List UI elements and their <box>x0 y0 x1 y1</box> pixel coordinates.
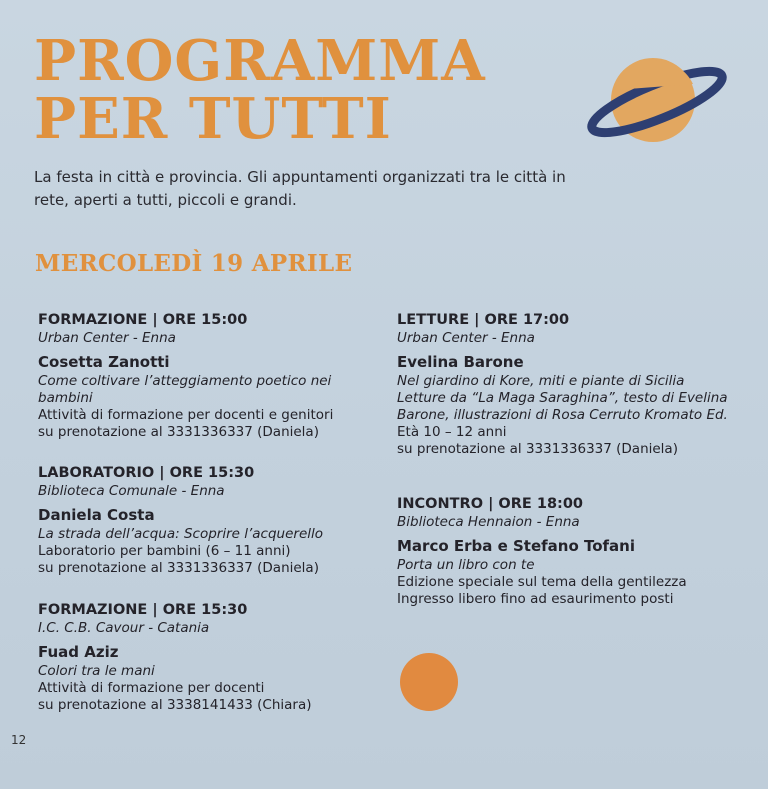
event-person: Marco Erba e Stefano Tofani <box>397 537 636 555</box>
planet-saturn-icon <box>585 50 735 160</box>
event-place: Biblioteca Hennaion - Enna <box>397 514 580 530</box>
event-person: Fuad Aziz <box>38 643 119 661</box>
event-person: Evelina Barone <box>397 353 524 371</box>
event-entry-line: Ingresso libero fino ad esaurimento posti <box>397 591 674 607</box>
event-topic: La strada dell’acqua: Scoprire l’acquerello <box>38 526 324 542</box>
event-person: Daniela Costa <box>38 506 155 524</box>
event-category: INCONTRO | ORE 18:00 <box>397 496 584 512</box>
event-booking-line: su prenotazione al 3338141433 (Chiara) <box>38 697 312 713</box>
title-line-2: PER TUTTI <box>34 86 392 152</box>
event-info-line: Edizione speciale sul tema della gentilezza <box>397 574 687 590</box>
event-topic: Nel giardino di Kore, miti e piante di Sicilia Letture da “La Maga Saraghina”, testo di Evelina Barone, illustrazioni di Rosa Cerruto Kromato Ed. <box>397 373 728 423</box>
event-info-line: Laboratorio per bambini (6 – 11 anni) <box>38 543 291 559</box>
event-category: LETTURE | ORE 17:00 <box>397 312 570 328</box>
event-incontro-erba-tofani <box>397 495 742 608</box>
event-topic: Come coltivare l’atteggiamento poetico nei bambini <box>38 373 332 406</box>
event-booking-line: su prenotazione al 3331336337 (Daniela) <box>38 424 319 440</box>
event-category: FORMAZIONE | ORE 15:00 <box>38 312 248 328</box>
event-formazione-zanotti <box>38 311 383 441</box>
day-heading: MERCOLEDÌ 19 APRILE <box>35 250 353 277</box>
event-letture-barone <box>397 311 732 458</box>
event-place: Biblioteca Comunale - Enna <box>38 483 225 499</box>
event-formazione-aziz <box>38 601 383 714</box>
page-title <box>34 28 486 152</box>
title-line-1: PROGRAMMA <box>34 28 486 94</box>
page-number: 12 <box>11 733 27 747</box>
event-booking-line: su prenotazione al 3331336337 (Daniela) <box>38 560 319 576</box>
event-topic: Porta un libro con te <box>397 557 535 573</box>
event-info-line: Età 10 – 12 anni <box>397 424 507 440</box>
event-info-line: Attività di formazione per docenti <box>38 680 265 696</box>
event-laboratorio-costa <box>38 464 383 577</box>
event-place: Urban Center - Enna <box>38 330 176 346</box>
event-info-line: Attività di formazione per docenti e genitori <box>38 407 334 423</box>
orange-planet-icon <box>397 650 461 714</box>
event-place: Urban Center - Enna <box>397 330 535 346</box>
event-category: LABORATORIO | ORE 15:30 <box>38 465 255 481</box>
event-person: Cosetta Zanotti <box>38 353 170 371</box>
event-booking-line: su prenotazione al 3331336337 (Daniela) <box>397 441 678 457</box>
event-category: FORMAZIONE | ORE 15:30 <box>38 602 248 618</box>
event-place: I.C. C.B. Cavour - Catania <box>38 620 210 636</box>
intro-text: La festa in città e provincia. Gli appuntamenti organizzati tra le città in rete, aperti a tutti, piccoli e grandi. <box>34 168 566 209</box>
event-topic: Colori tra le mani <box>38 663 155 679</box>
